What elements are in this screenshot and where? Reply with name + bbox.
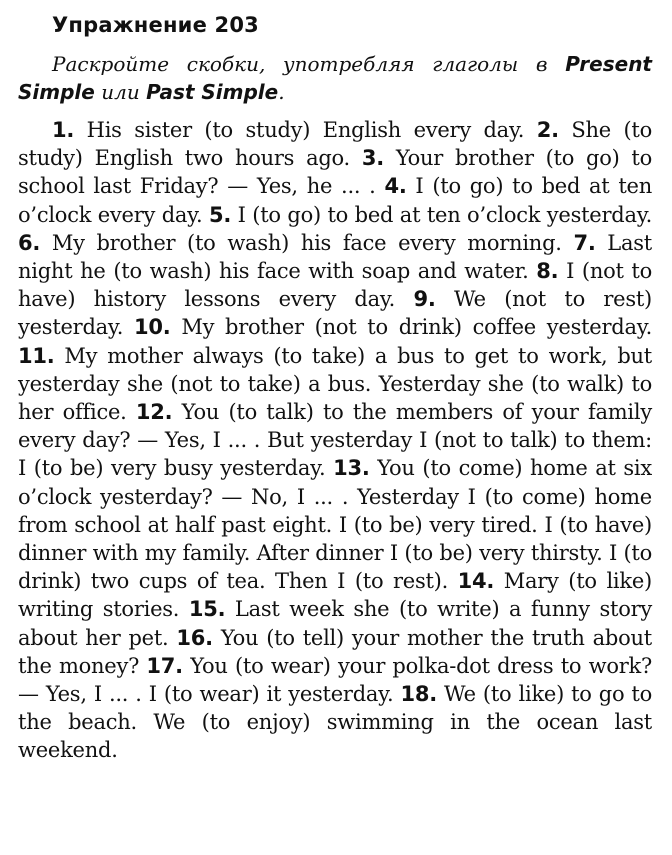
- sentence-6: [18, 231, 573, 255]
- tense-past-simple: Past Simple: [146, 80, 279, 104]
- sentence-text: She (to study) English two hours ago.: [18, 118, 653, 171]
- sentence-number: 10.: [134, 315, 171, 340]
- sentence-number: 15.: [188, 597, 226, 622]
- sentence-text: Mary (to like) writing stories.: [18, 569, 652, 622]
- sentence-1: [52, 118, 537, 142]
- sentence-number: 18.: [400, 682, 437, 707]
- tense-present-simple: Present Simple: [18, 52, 652, 104]
- sentence-text: Your brother (to go) to school last Friday? — Yes, he ... .: [18, 146, 652, 199]
- exercise-page: [18, 10, 652, 765]
- exercise-title: Упражнение 203: [52, 13, 259, 37]
- sentence-number: 12.: [135, 400, 173, 425]
- sentence-number: 9.: [413, 287, 436, 312]
- exercise-instruction: [18, 50, 652, 106]
- sentence-number: 14.: [457, 569, 495, 594]
- sentence-text: I (not to have) history lessons every day.: [18, 259, 652, 312]
- instruction-end: .: [278, 80, 285, 104]
- sentence-number: 5.: [209, 202, 232, 227]
- sentence-text: We (to like) to go to the beach. We (to enjoy) swimming in the ocean last weekend.: [18, 682, 653, 763]
- sentence-text: Last night he (to wash) his face with soap and water.: [18, 230, 652, 284]
- sentence-text: I (to go) to bed at ten o’clock yesterday.: [231, 202, 652, 227]
- sentence-text: My brother (not to drink) coffee yesterday.: [170, 315, 652, 340]
- sentence-text: You (to come) home at six o’clock yesterday? — No, I ... . Yesterday I (to come) home from school at half past eight. I (to be) very tired. I (to have) dinner with my family. After dinner I (to be) very thirsty. I (to drink) two cups of tea. Then I (to rest).: [18, 456, 652, 594]
- sentence-number: 8.: [536, 259, 559, 284]
- sentence-text: My brother (to wash) his face every morning.: [40, 230, 574, 255]
- sentence-text: I (to go) to bed at ten o’clock every day.: [18, 174, 652, 227]
- sentence-text: You (to talk) to the members of your family every day? — Yes, I ... . But yesterday I (not to talk) to them: I (to be) very busy yesterday.: [18, 400, 652, 481]
- sentence-number: 4.: [384, 174, 407, 199]
- sentence-text: His sister (to study) English every day.: [74, 118, 537, 142]
- sentence-number: 1.: [52, 118, 75, 142]
- sentence-5: [209, 203, 652, 227]
- sentence-number: 3.: [361, 146, 384, 171]
- sentence-text: My mother always (to take) a bus to get to work, but yesterday she (not to take) a bus. Yesterday she (to walk) to her office.: [18, 343, 652, 425]
- instruction-conjunction: или: [94, 80, 147, 104]
- sentence-number: 11.: [18, 343, 55, 368]
- sentence-number: 7.: [573, 230, 596, 255]
- sentence-number: 16.: [176, 625, 213, 650]
- instruction-text: Раскройте скобки, употребляя глаголы в: [52, 52, 566, 76]
- sentence-text: We (not to rest) yesterday.: [18, 287, 652, 340]
- sentence-number: 17.: [146, 653, 183, 678]
- sentence-number: 2.: [536, 118, 559, 142]
- sentence-number: 13.: [333, 456, 370, 481]
- sentence-10: [134, 315, 652, 339]
- sentence-text: You (to tell) your mother the truth about the money?: [18, 625, 652, 678]
- sentence-text: You (to wear) your polka-dot dress to work? — Yes, I ... . I (to wear) it yesterday.: [18, 653, 652, 707]
- exercise-sentences: [18, 116, 652, 765]
- sentence-text: Last week she (to write) a funny story about her pet.: [18, 597, 652, 650]
- sentence-number: 6.: [18, 230, 41, 255]
